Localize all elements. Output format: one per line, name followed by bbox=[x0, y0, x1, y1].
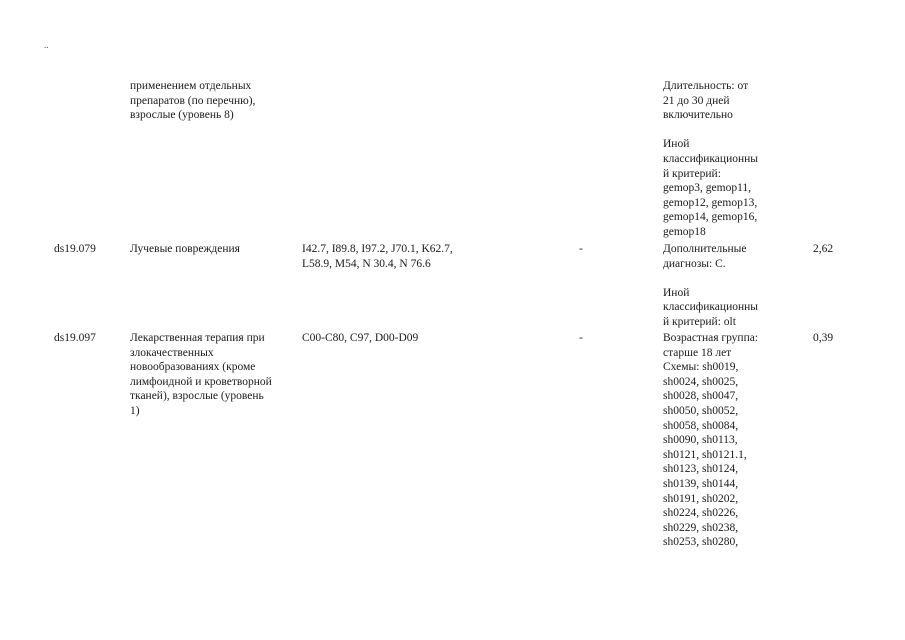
row-1-name: Лучевые повреждения bbox=[130, 243, 240, 255]
row-0-criteria: Длительность: от 21 до 30 дней включительно Иной классификационны й критерий: gemop3, gemop11, gemop12, gemop13, gemop14, gemop16, gemop18 bbox=[663, 80, 759, 238]
row-0-name: применением отдельных препаратов (по перечню), взрослые (уровень 8) bbox=[130, 80, 256, 122]
row-1-icd-codes: I42.7, I89.8, I97.2, J70.1, K62.7, L58.9, M54, N 30.4, N 76.6 bbox=[302, 243, 453, 270]
row-1-criteria: Дополнительные диагнозы: C. Иной классификационны й критерий: olt bbox=[663, 243, 759, 328]
row-1-coefficient: 2,62 bbox=[813, 243, 834, 255]
row-1-code: ds19.079 bbox=[54, 243, 96, 255]
row-2-dash: - bbox=[579, 332, 583, 344]
row-2-icd-codes: C00-C80, C97, D00-D09 bbox=[302, 332, 419, 344]
page-corner-mark: .. bbox=[44, 40, 49, 50]
row-2-code: ds19.097 bbox=[54, 332, 96, 344]
row-2-criteria: Возрастная группа: старше 18 лет Схемы: sh0019, sh0024, sh0025, sh0028, sh0047, sh0050, sh0052, sh0058, sh0084, sh0090, sh0113, sh0121, sh0121.1, sh0123, sh0124, sh0139, sh0144, sh0191, sh0202, sh0224, sh0226, sh0229, sh0238, sh0253, sh0280, bbox=[663, 332, 759, 549]
row-2-name: Лекарственная терапия при злокачественных новообразованиях (кроме лимфоидной и кроветворной тканей), взрослые (уровень 1) bbox=[130, 332, 272, 417]
row-1-dash: - bbox=[579, 243, 583, 255]
row-2-coefficient: 0,39 bbox=[813, 332, 834, 344]
